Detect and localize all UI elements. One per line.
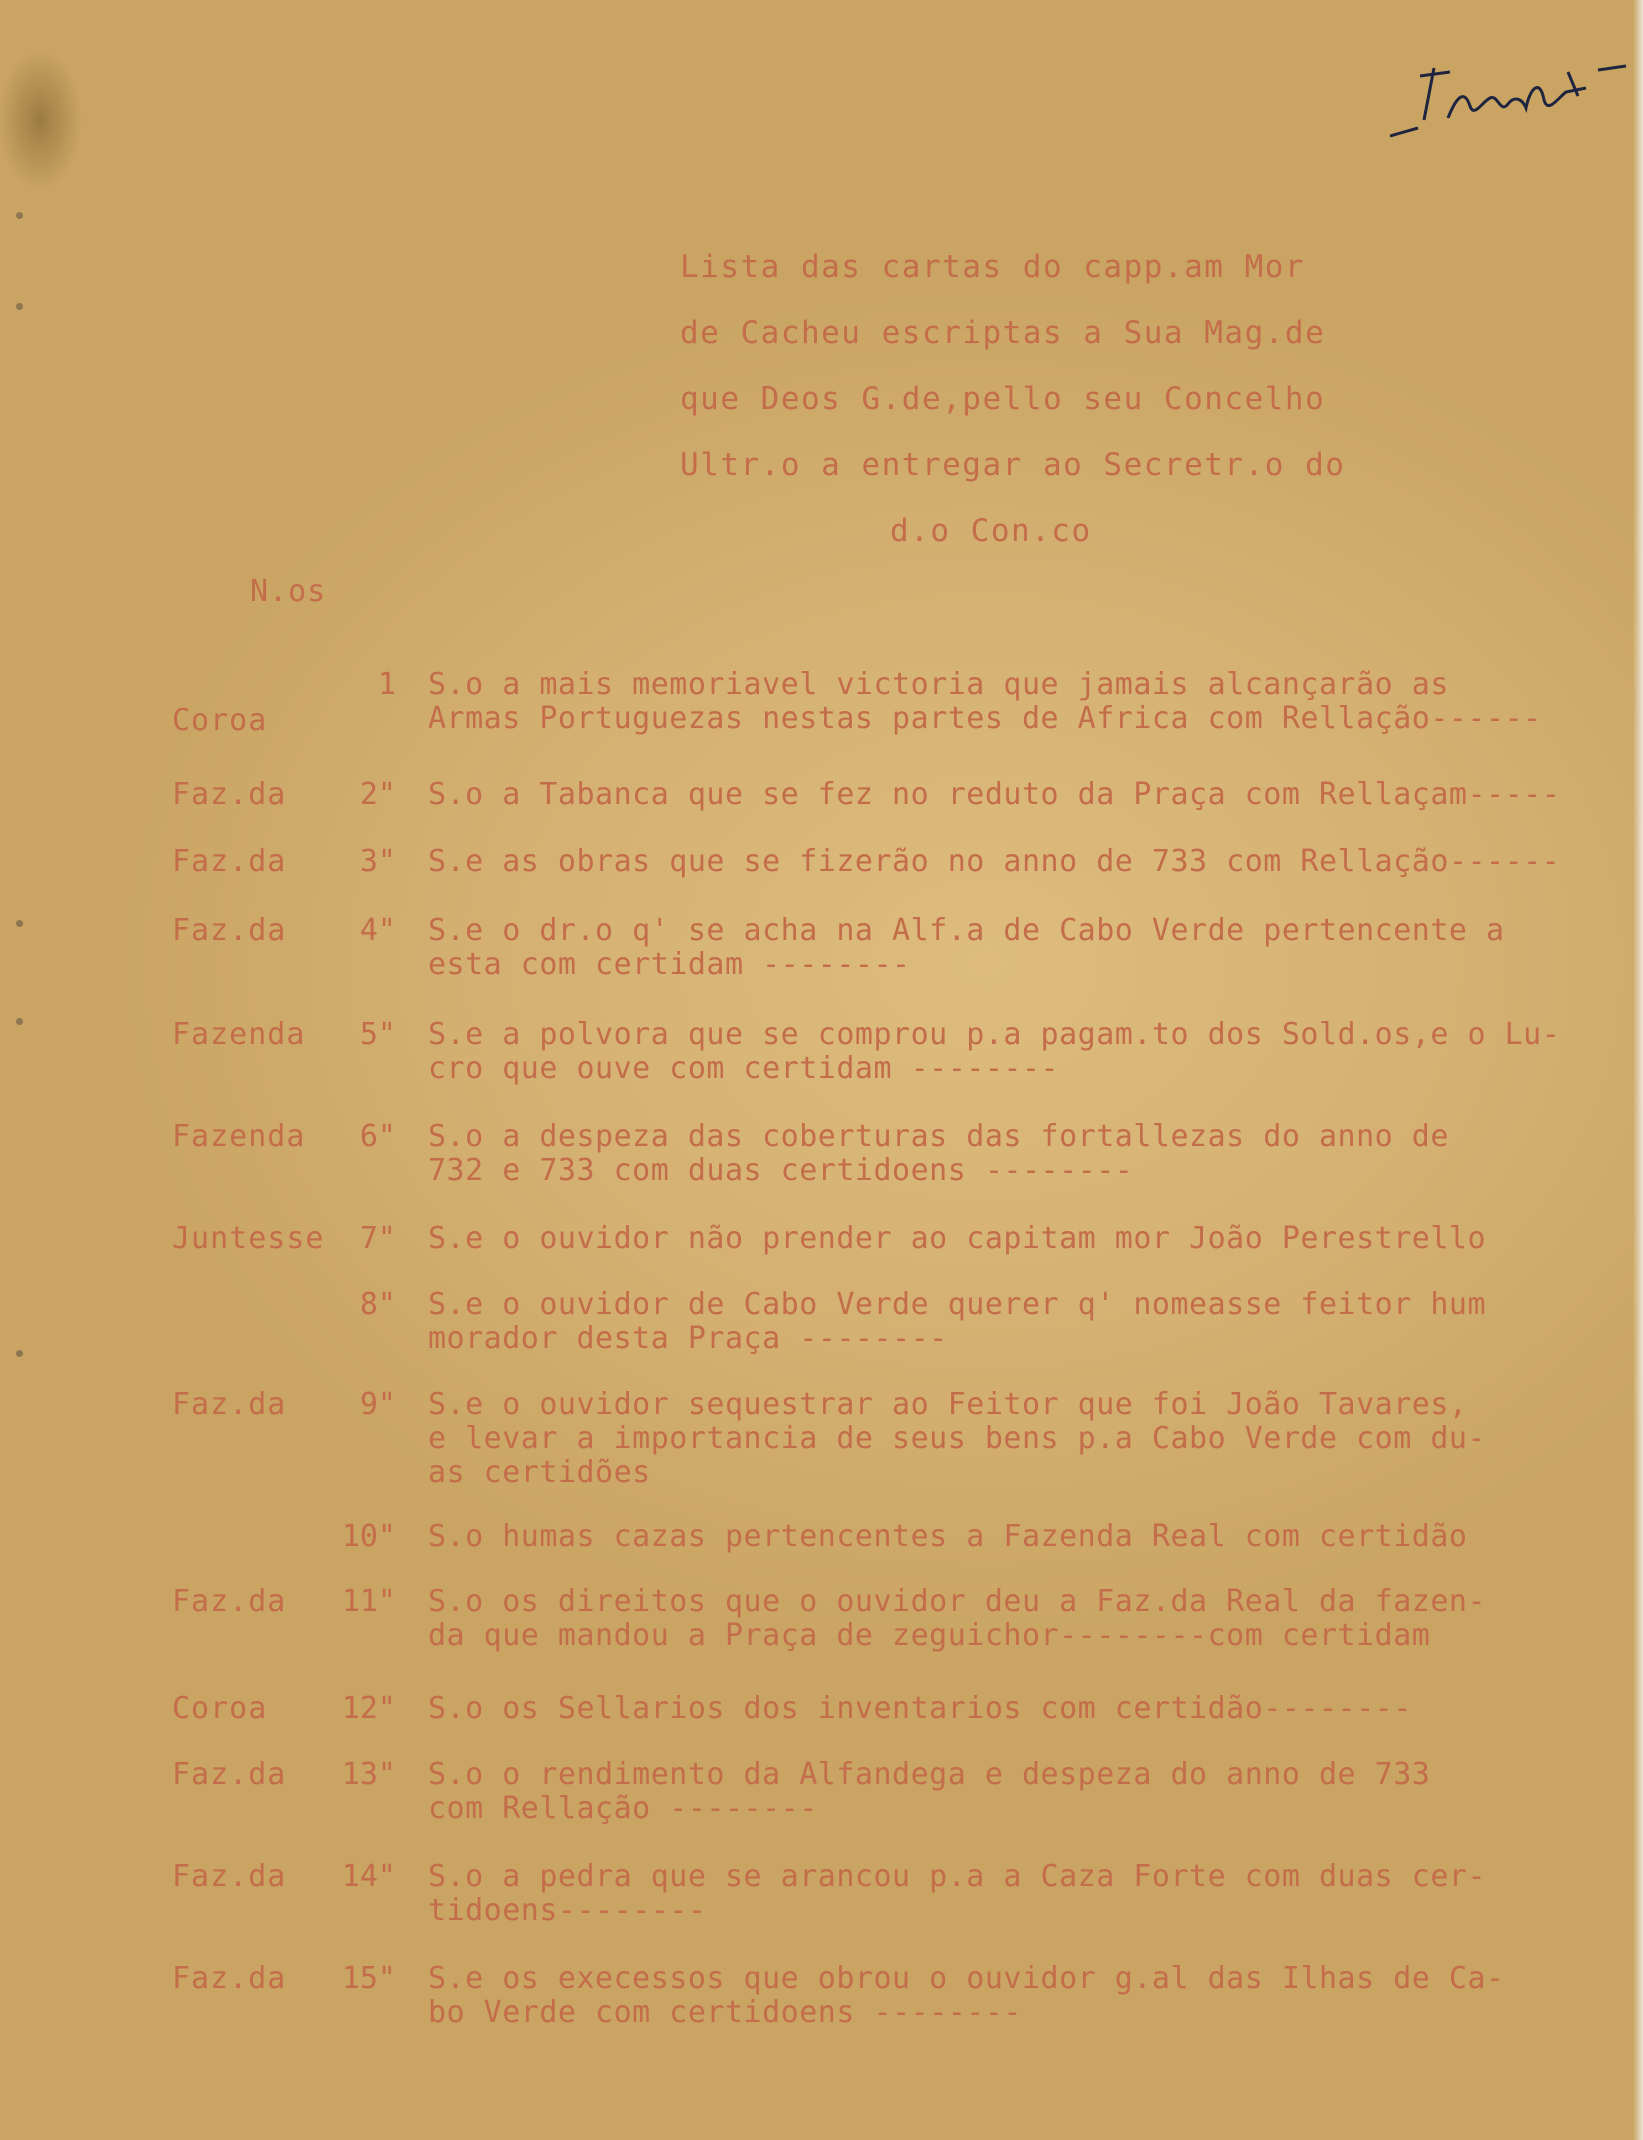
- entry-line: S.o a despeza das coberturas das fortallezas do anno de: [428, 1119, 1449, 1154]
- entry-category: Faz.da: [172, 844, 287, 879]
- entry-line: S.e o ouvidor não prender ao capitam mor João Perestrello: [428, 1221, 1487, 1256]
- entry-text: [428, 914, 1643, 982]
- handwritten-signature: [1390, 58, 1630, 148]
- entry-line: as certidões: [428, 1455, 651, 1490]
- entry-number: 6": [359, 1119, 396, 1154]
- entry-line: S.o a pedra que se arancou p.a a Caza Forte com duas cer-: [428, 1859, 1487, 1894]
- entry-category: Faz.da: [172, 1961, 287, 1996]
- entry-text: [428, 668, 1643, 736]
- column-header-numbers: N.os: [250, 574, 327, 609]
- entry-category: Faz.da: [172, 913, 287, 948]
- entry-category: Faz.da: [172, 777, 287, 812]
- entry-category: Juntesse: [172, 1221, 325, 1256]
- entry-number: 10": [341, 1519, 396, 1554]
- entry-text: [428, 1222, 1643, 1256]
- entry-text: [428, 1585, 1643, 1653]
- entry-text: [428, 1962, 1643, 2030]
- title-line: que Deos G.de,pello seu Concelho: [680, 381, 1326, 417]
- entry-text: [428, 1388, 1643, 1490]
- title-line: d.o Con.co: [890, 513, 1092, 549]
- entry-category: Faz.da: [172, 1757, 287, 1792]
- entry-category: Coroa: [172, 1691, 268, 1726]
- entry-line: tidoens--------: [428, 1893, 707, 1928]
- entry-number: 8": [359, 1287, 396, 1322]
- entry-category: Fazenda: [172, 1017, 306, 1052]
- entry-category: Faz.da: [172, 1584, 287, 1619]
- entry-number: 9": [359, 1387, 396, 1422]
- entry-number: 13": [341, 1757, 396, 1792]
- entry-line: bo Verde com certidoens --------: [428, 1995, 1022, 2030]
- entry-number: 7": [359, 1221, 396, 1256]
- entry-line: com Rellação --------: [428, 1791, 818, 1826]
- entry-line: S.o os direitos que o ouvidor deu a Faz.da Real da fazen-: [428, 1584, 1487, 1619]
- entry-line: S.o humas cazas pertencentes a Fazenda Real com certidão: [428, 1519, 1468, 1554]
- entry-number: 15": [341, 1961, 396, 1996]
- punch-hole: [16, 1018, 23, 1025]
- punch-hole: [16, 920, 23, 927]
- entry-line: Armas Portuguezas nestas partes de Africa com Rellação------: [428, 701, 1542, 736]
- entry-text: [428, 778, 1643, 812]
- title-line: Ultr.o a entregar ao Secretr.o do: [680, 447, 1346, 483]
- entry-text: [428, 1288, 1643, 1356]
- entry-line: S.e o dr.o q' se acha na Alf.a de Cabo Verde pertencente a: [428, 913, 1505, 948]
- water-stain: [0, 20, 120, 240]
- entry-line: da que mandou a Praça de zeguichor--------com certidam: [428, 1618, 1431, 1653]
- svg-text:I.lecaté: I.lecaté: [1390, 58, 1394, 59]
- entry-text: [428, 1520, 1643, 1554]
- entry-text: [428, 1018, 1643, 1086]
- entry-number: 5": [359, 1017, 396, 1052]
- document-title: [680, 234, 1380, 564]
- entry-number: 4": [359, 913, 396, 948]
- entry-text: [428, 1120, 1643, 1188]
- entry-number: 11": [341, 1584, 396, 1619]
- entry-line: S.o os Sellarios dos inventarios com certidão--------: [428, 1691, 1412, 1726]
- entry-text: [428, 845, 1643, 879]
- punch-hole: [16, 1350, 23, 1357]
- entry-line: cro que ouve com certidam --------: [428, 1051, 1060, 1086]
- entry-line: S.o o rendimento da Alfandega e despeza do anno de 733: [428, 1757, 1431, 1792]
- entry-line: esta com certidam --------: [428, 947, 911, 982]
- entry-category: Faz.da: [172, 1387, 287, 1422]
- title-line: de Cacheu escriptas a Sua Mag.de: [680, 315, 1326, 351]
- entry-line: S.o a Tabanca que se fez no reduto da Praça com Rellaçam-----: [428, 777, 1561, 812]
- entry-number: 2": [359, 777, 396, 812]
- entry-line: S.e o ouvidor de Cabo Verde querer q' nomeasse feitor hum: [428, 1287, 1487, 1322]
- entry-number: 12": [341, 1691, 396, 1726]
- entry-line: S.e a polvora que se comprou p.a pagam.to dos Sold.os,e o Lu-: [428, 1017, 1561, 1052]
- entry-category: Faz.da: [172, 1859, 287, 1894]
- title-line: Lista das cartas do capp.am Mor: [680, 249, 1306, 285]
- entry-text: [428, 1692, 1643, 1726]
- entry-line: S.o a mais memoriavel victoria que jamais alcançarão as: [428, 667, 1449, 702]
- entry-line: S.e os execessos que obrou o ouvidor g.al das Ilhas de Ca-: [428, 1961, 1505, 1996]
- entry-line: 732 e 733 com duas certidoens --------: [428, 1153, 1134, 1188]
- entry-number: 14": [341, 1859, 396, 1894]
- entry-text: [428, 1860, 1643, 1928]
- entry-line: morador desta Praça --------: [428, 1321, 948, 1356]
- entry-category: Fazenda: [172, 1119, 306, 1154]
- punch-hole: [16, 303, 23, 310]
- entry-line: S.e as obras que se fizerão no anno de 733 com Rellação------: [428, 844, 1561, 879]
- entry-number: 1: [377, 667, 396, 702]
- entry-text: [428, 1758, 1643, 1826]
- entry-line: e levar a importancia de seus bens p.a Cabo Verde com du-: [428, 1421, 1487, 1456]
- punch-hole: [16, 212, 23, 219]
- entry-line: S.e o ouvidor sequestrar ao Feitor que foi João Tavares,: [428, 1387, 1468, 1422]
- entry-category: Coroa: [172, 703, 268, 738]
- entry-number: 3": [359, 844, 396, 879]
